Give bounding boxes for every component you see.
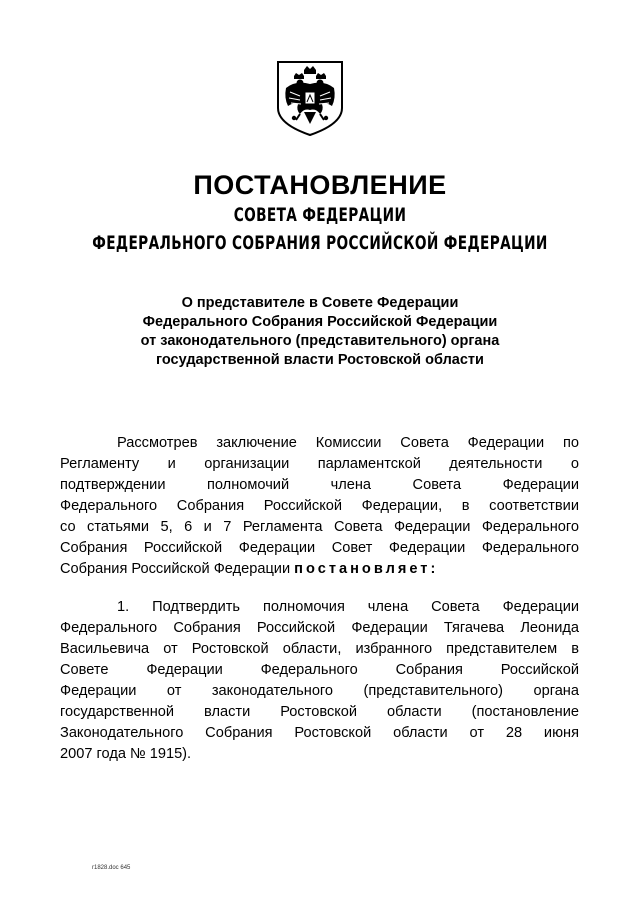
subject-line: государственной власти Ростовской области bbox=[156, 352, 484, 368]
paragraph-line: подтверждении полномочий члена Совета Федерации bbox=[60, 477, 579, 493]
document-file-code: r1828.doc 645 bbox=[92, 865, 131, 871]
paragraph-line: Федерации от законодательного (представительного) органа bbox=[60, 683, 579, 699]
paragraph-line bbox=[60, 559, 579, 580]
document-title: ПОСТАНОВЛЕНИЕ bbox=[193, 170, 447, 200]
paragraph-line: Федерального Собрания Российской Федерации, в соответствии bbox=[60, 498, 579, 514]
document-subtitle-assembly: ФЕДЕРАЛЬНОГО СОБРАНИЯ РОССИЙСКОЙ ФЕДЕРАЦИИ bbox=[92, 232, 548, 254]
subject-line: Федерального Собрания Российской Федерации bbox=[142, 314, 498, 330]
paragraph-line: Законодательного Собрания Ростовской области от 28 июня bbox=[60, 725, 579, 741]
paragraph-line: 2007 года № 1915). bbox=[60, 746, 192, 762]
paragraph-preamble bbox=[60, 433, 579, 580]
paragraph-line: Регламенту и организации парламентской деятельности о bbox=[60, 456, 579, 472]
paragraph-line: Федерального Собрания Российской Федерации Тягачева Леонида bbox=[60, 620, 579, 636]
subject-line: О представителе в Совете Федерации bbox=[181, 295, 459, 311]
paragraph-line: государственной власти Ростовской области (постановление bbox=[60, 704, 579, 720]
coat-of-arms-icon bbox=[274, 58, 346, 138]
paragraph-line: Совете Федерации Федерального Собрания Российской bbox=[60, 662, 579, 678]
document-subject bbox=[0, 294, 640, 370]
paragraph-line-text: Собрания Российской Федерации bbox=[60, 561, 291, 577]
document-header bbox=[0, 168, 640, 258]
paragraph-item-1 bbox=[60, 597, 579, 765]
document-subtitle-council: СОВЕТА ФЕДЕРАЦИИ bbox=[233, 204, 407, 226]
decree-word: постановляет: bbox=[294, 561, 439, 577]
subject-line: от законодательного (представительного) органа bbox=[140, 333, 500, 349]
paragraph-line: со статьями 5, 6 и 7 Регламента Совета Федерации Федерального bbox=[60, 519, 579, 535]
paragraph-line: Собрания Российской Федерации Совет Федерации Федерального bbox=[60, 540, 579, 556]
paragraph-line: Васильевича от Ростовской области, избранного представителем в bbox=[60, 641, 579, 657]
paragraph-line: Рассмотрев заключение Комиссии Совета Федерации по bbox=[117, 435, 579, 451]
paragraph-line: 1. Подтвердить полномочия члена Совета Федерации bbox=[117, 599, 579, 615]
